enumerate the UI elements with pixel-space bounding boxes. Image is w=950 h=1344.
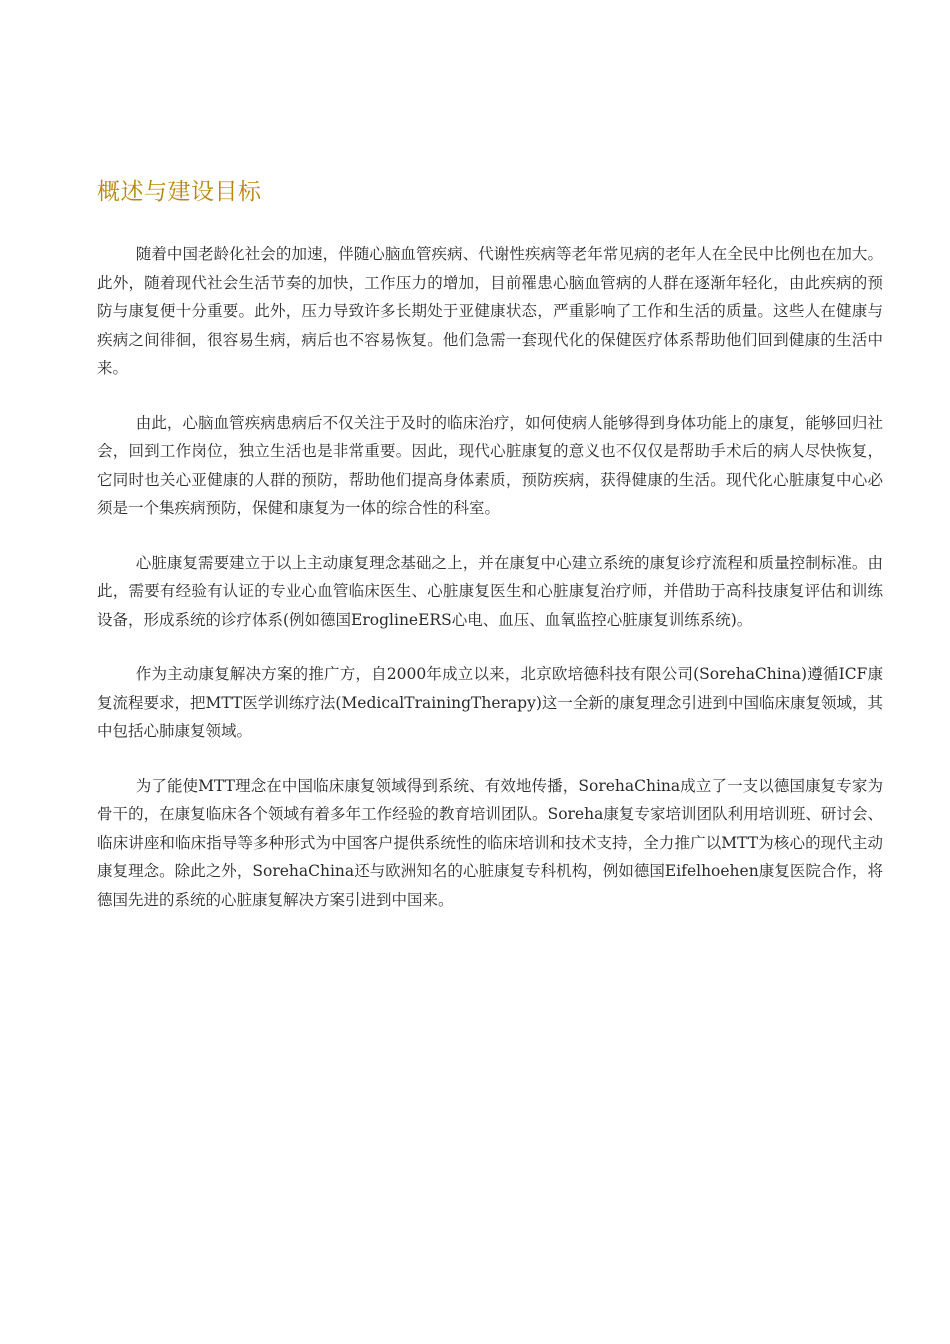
- paragraph-2: 由此，心脑血管疾病患病后不仅关注于及时的临床治疗，如何使病人能够得到身体功能上的康复，能够回归社会，回到工作岗位，独立生活也是非常重要。因此，现代心脏康复的意义也不仅仅是帮助手术后的病人尽快恢复，它同时也关心亚健康的人群的预防，帮助他们提高身体素质，预防疾病，获得健康的生活。现代化心脏康复中心必须是一个集疾病预防，保健和康复为一体的综合性的科室。: [97, 413, 883, 517]
- paragraph-1: 随着中国老龄化社会的加速，伴随心脑血管疾病、代谢性疾病等老年常见病的老年人在全民中比例也在加大。此外，随着现代社会生活节奏的加快，工作压力的增加，目前罹患心脑血管病的人群在逐渐年轻化，由此疾病的预防与康复便十分重要。此外，压力导致许多长期处于亚健康状态，严重影响了工作和生活的质量。这些人在健康与疾病之间徘徊，很容易生病，病后也不容易恢复。他们急需一套现代化的保健医疗体系帮助他们回到健康的生活中来。: [97, 245, 883, 377]
- section-heading: 概述与建设目标: [97, 179, 262, 205]
- body-text: [97, 240, 883, 940]
- paragraph-5: 为了能使MTT理念在中国临床康复领域得到系统、有效地传播，SorehaChina成立了一支以德国康复专家为骨干的，在康复临床各个领域有着多年工作经验的教育培训团队。Soreha康复专家培训团队利用培训班、研讨会、临床讲座和临床指导等多种形式为中国客户提供系统性的临床培训和技术支持，全力推广以MTT为核心的现代主动康复理念。除此之外，SorehaChina还与欧洲知名的心脏康复专科机构，例如德国Eifelhoehen康复医院合作，将德国先进的系统的心脏康复解决方案引进到中国来。: [97, 776, 883, 909]
- paragraph-3: 心脏康复需要建立于以上主动康复理念基础之上，并在康复中心建立系统的康复诊疗流程和质量控制标准。由此，需要有经验有认证的专业心血管临床医生、心脏康复医生和心脏康复治疗师，并借助于高科技康复评估和训练设备，形成系统的诊疗体系(例如德国EroglineERS心电、血压、血氧监控心脏康复训练系统)。: [97, 553, 883, 629]
- paragraph-4: 作为主动康复解决方案的推广方，自2000年成立以来，北京欧培德科技有限公司(SorehaChina)遵循ICF康复流程要求，把MTT医学训练疗法(MedicalTrainingTherapy)这一全新的康复理念引进到中国临床康复领域，其中包括心肺康复领域。: [97, 665, 883, 740]
